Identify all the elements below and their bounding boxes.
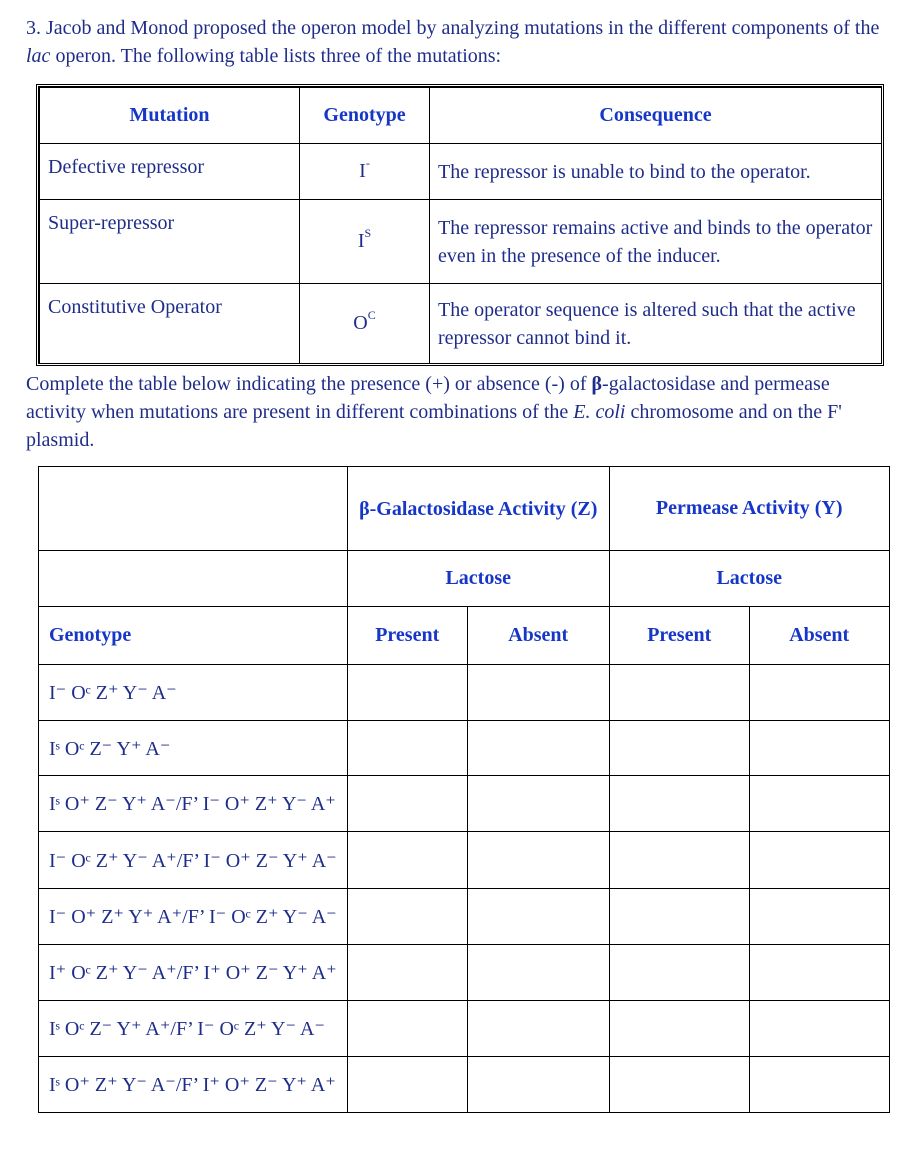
genotype-cell: I⁻ O⁺ Z⁺ Y⁺ A⁺/F’ I⁻ Oᶜ Z⁺ Y⁻ A⁻ [39, 889, 348, 945]
mutation-cell: Defective repressor [40, 144, 300, 200]
genotype-cell: I⁺ Oᶜ Z⁺ Y⁻ A⁺/F’ I⁺ O⁺ Z⁻ Y⁺ A⁺ [39, 945, 348, 1001]
y-present-answer[interactable] [609, 1057, 749, 1113]
genotype-cell: Iˢ O⁺ Z⁻ Y⁺ A⁻/F’ I⁻ O⁺ Z⁺ Y⁻ A⁺ [39, 776, 348, 832]
table-row [39, 776, 890, 832]
table-row [40, 144, 882, 200]
y-absent-answer[interactable] [749, 832, 889, 889]
mutation-table [39, 87, 882, 364]
present-label-y: Present [609, 607, 749, 665]
genotype-cell: I⁻ Oᶜ Z⁺ Y⁻ A⁻ [39, 665, 348, 721]
subheader-row [39, 607, 890, 665]
mutation-cell: Constitutive Operator [40, 284, 300, 364]
y-absent-answer[interactable] [749, 945, 889, 1001]
z-present-answer[interactable] [347, 776, 467, 832]
beta-symbol: β [591, 373, 603, 395]
permease-header: Permease Activity (Y) [609, 467, 889, 551]
y-absent-answer[interactable] [749, 1057, 889, 1113]
intro-italic: lac [26, 45, 51, 67]
z-absent-answer[interactable] [467, 665, 609, 721]
z-absent-answer[interactable] [467, 776, 609, 832]
instructions-part3: chromosome and on the F' plasmid. [26, 401, 842, 451]
y-present-answer[interactable] [609, 832, 749, 889]
y-absent-answer[interactable] [749, 776, 889, 832]
activity-table [38, 466, 890, 1113]
activity-header-row [39, 467, 890, 551]
instructions-part2: -galactosidase and permease activity when mutations are present in different combinations of the [26, 373, 830, 423]
consequence-cell: The repressor is unable to bind to the operator. [430, 144, 882, 200]
galactosidase-header: β-Galactosidase Activity (Z) [347, 467, 609, 551]
z-present-answer[interactable] [347, 721, 467, 776]
absent-label-z: Absent [467, 607, 609, 665]
instructions-paragraph [26, 370, 866, 454]
z-present-answer[interactable] [347, 945, 467, 1001]
table-row [40, 200, 882, 284]
y-absent-answer[interactable] [749, 889, 889, 945]
blank-header-cell [39, 467, 348, 551]
genotype-cell: Iˢ Oᶜ Z⁻ Y⁺ A⁺/F’ I⁻ Oᶜ Z⁺ Y⁻ A⁻ [39, 1001, 348, 1057]
z-absent-answer[interactable] [467, 832, 609, 889]
z-present-answer[interactable] [347, 1001, 467, 1057]
table-row [40, 284, 882, 364]
lactose-label-z: Lactose [347, 551, 609, 607]
table-row [39, 832, 890, 889]
z-absent-answer[interactable] [467, 1057, 609, 1113]
table-row [39, 1001, 890, 1057]
consequence-cell: The operator sequence is altered such that the active repressor cannot bind it. [430, 284, 882, 364]
y-present-answer[interactable] [609, 945, 749, 1001]
genotype-cell: Iˢ Oᶜ Z⁻ Y⁺ A⁻ [39, 721, 348, 776]
y-present-answer[interactable] [609, 721, 749, 776]
intro-suffix: operon. The following table lists three of the mutations: [50, 45, 502, 67]
y-absent-answer[interactable] [749, 665, 889, 721]
table-row [39, 1057, 890, 1113]
z-present-answer[interactable] [347, 832, 467, 889]
genotype-cell: $O^C$ [300, 284, 430, 364]
z-absent-answer[interactable] [467, 945, 609, 1001]
table-row [39, 665, 890, 721]
header-consequence: Consequence [430, 88, 882, 144]
intro-paragraph [26, 14, 906, 70]
absent-label-y: Absent [749, 607, 889, 665]
y-present-answer[interactable] [609, 776, 749, 832]
z-present-answer[interactable] [347, 889, 467, 945]
table-row [39, 945, 890, 1001]
table-row [39, 721, 890, 776]
z-absent-answer[interactable] [467, 721, 609, 776]
genotype-cell: I- [300, 144, 430, 200]
y-absent-answer[interactable] [749, 721, 889, 776]
header-genotype: Genotype [300, 88, 430, 144]
z-absent-answer[interactable] [467, 1001, 609, 1057]
instructions-italic: E. coli [573, 401, 626, 423]
genotype-cell: $I^S$ [300, 200, 430, 284]
blank-header-cell [39, 551, 348, 607]
genotype-cell: Iˢ O⁺ Z⁺ Y⁻ A⁻/F’ I⁺ O⁺ Z⁻ Y⁺ A⁺ [39, 1057, 348, 1113]
lactose-label-y: Lactose [609, 551, 889, 607]
mutation-table-header-row [40, 88, 882, 144]
y-present-answer[interactable] [609, 889, 749, 945]
instructions-part1: Complete the table below indicating the presence (+) or absence (-) of [26, 373, 592, 395]
y-present-answer[interactable] [609, 665, 749, 721]
header-mutation: Mutation [40, 88, 300, 144]
consequence-cell: The repressor remains active and binds to the operator even in the presence of the inducer. [430, 200, 882, 284]
lactose-row [39, 551, 890, 607]
table-row [39, 889, 890, 945]
y-present-answer[interactable] [609, 1001, 749, 1057]
mutation-cell: Super-repressor [40, 200, 300, 284]
intro-prefix: 3. Jacob and Monod proposed the operon model by analyzing mutations in the different components of the [26, 17, 880, 39]
genotype-cell: I⁻ Oᶜ Z⁺ Y⁻ A⁺/F’ I⁻ O⁺ Z⁻ Y⁺ A⁻ [39, 832, 348, 889]
y-absent-answer[interactable] [749, 1001, 889, 1057]
genotype-label: Genotype [39, 607, 348, 665]
z-present-answer[interactable] [347, 665, 467, 721]
z-absent-answer[interactable] [467, 889, 609, 945]
z-present-answer[interactable] [347, 1057, 467, 1113]
present-label-z: Present [347, 607, 467, 665]
